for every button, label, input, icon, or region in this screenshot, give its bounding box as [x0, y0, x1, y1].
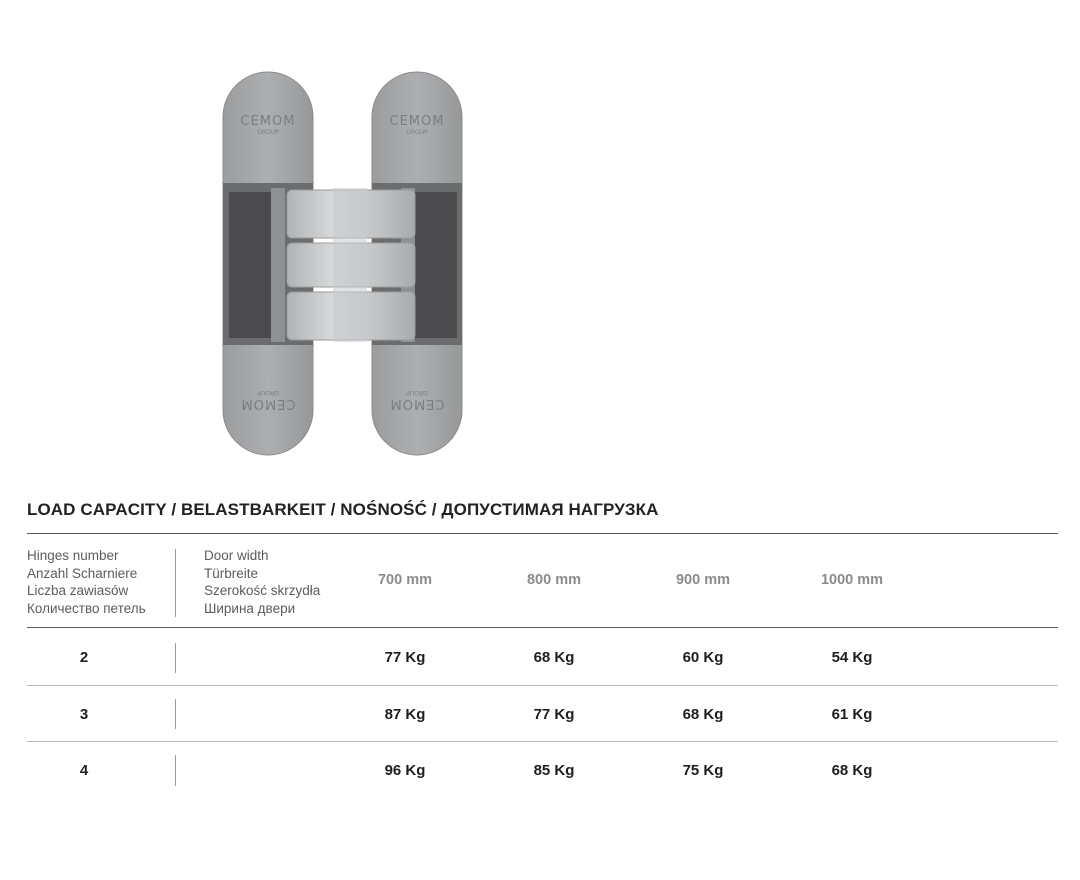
logo-top-right: CEMOM: [389, 114, 445, 129]
load-cell: 68 Kg: [533, 649, 575, 666]
hinges-count-cell: 2: [79, 649, 89, 666]
logo-top-left-sub: GROUP: [257, 129, 279, 136]
load-cell: 96 Kg: [384, 762, 426, 779]
hinges-number-label: [27, 547, 146, 617]
door-label-line: Szerokość skrzydła: [204, 583, 321, 598]
logo-top-right-sub: GROUP: [406, 129, 428, 136]
width-header-700: 700 mm: [377, 572, 432, 588]
width-header-900: 900 mm: [675, 572, 730, 588]
hinges-label-line: Hinges number: [27, 548, 119, 563]
row-divider: [27, 741, 1058, 742]
load-cell: 68 Kg: [682, 706, 724, 723]
row-column-divider: [175, 643, 176, 673]
hinges-label-line: Количество петель: [27, 600, 146, 616]
load-cell: 85 Kg: [533, 762, 575, 779]
load-cell: 68 Kg: [831, 762, 873, 779]
logo-bottom-left: CEMOM: [240, 396, 296, 411]
header-column-divider: [175, 549, 176, 617]
load-cell: 87 Kg: [384, 706, 426, 723]
load-cell: 77 Kg: [533, 706, 575, 723]
row-column-divider: [175, 699, 176, 729]
logo-bottom-left-sub: GROUP: [257, 389, 279, 396]
door-label-line: Door width: [204, 548, 269, 563]
row-divider: [27, 685, 1058, 686]
logo-bottom-right: CEMOM: [389, 396, 445, 411]
load-cell: 75 Kg: [682, 762, 724, 779]
hinge-illustration: [215, 70, 470, 465]
table-top-rule: [27, 533, 1058, 534]
hinges-count-cell: 3: [79, 706, 89, 723]
width-header-1000: 1000 mm: [820, 572, 884, 588]
hinges-label-line: Liczba zawiasów: [27, 583, 129, 598]
load-capacity-title: LOAD CAPACITY / BELASTBARKEIT / NOŚNOŚĆ / ДОПУСТИМАЯ НАГРУЗКА: [27, 500, 659, 519]
load-cell: 60 Kg: [682, 649, 724, 666]
logo-top-left: CEMOM: [240, 114, 296, 129]
load-cell: 61 Kg: [831, 706, 873, 723]
load-cell: 77 Kg: [384, 649, 426, 666]
header-bottom-rule: [27, 627, 1058, 628]
logo-bottom-right-sub: GROUP: [406, 389, 428, 396]
row-column-divider: [175, 755, 176, 786]
width-header-800: 800 mm: [526, 572, 581, 588]
hinge-drawing: [215, 70, 470, 465]
hinges-label-line: Anzahl Scharniere: [27, 565, 138, 581]
hinges-count-cell: 4: [79, 762, 89, 779]
door-label-line: Ширина двери: [204, 600, 296, 616]
load-cell: 54 Kg: [831, 649, 873, 666]
door-width-label: [204, 547, 320, 617]
door-label-line: Türbreite: [204, 565, 259, 581]
